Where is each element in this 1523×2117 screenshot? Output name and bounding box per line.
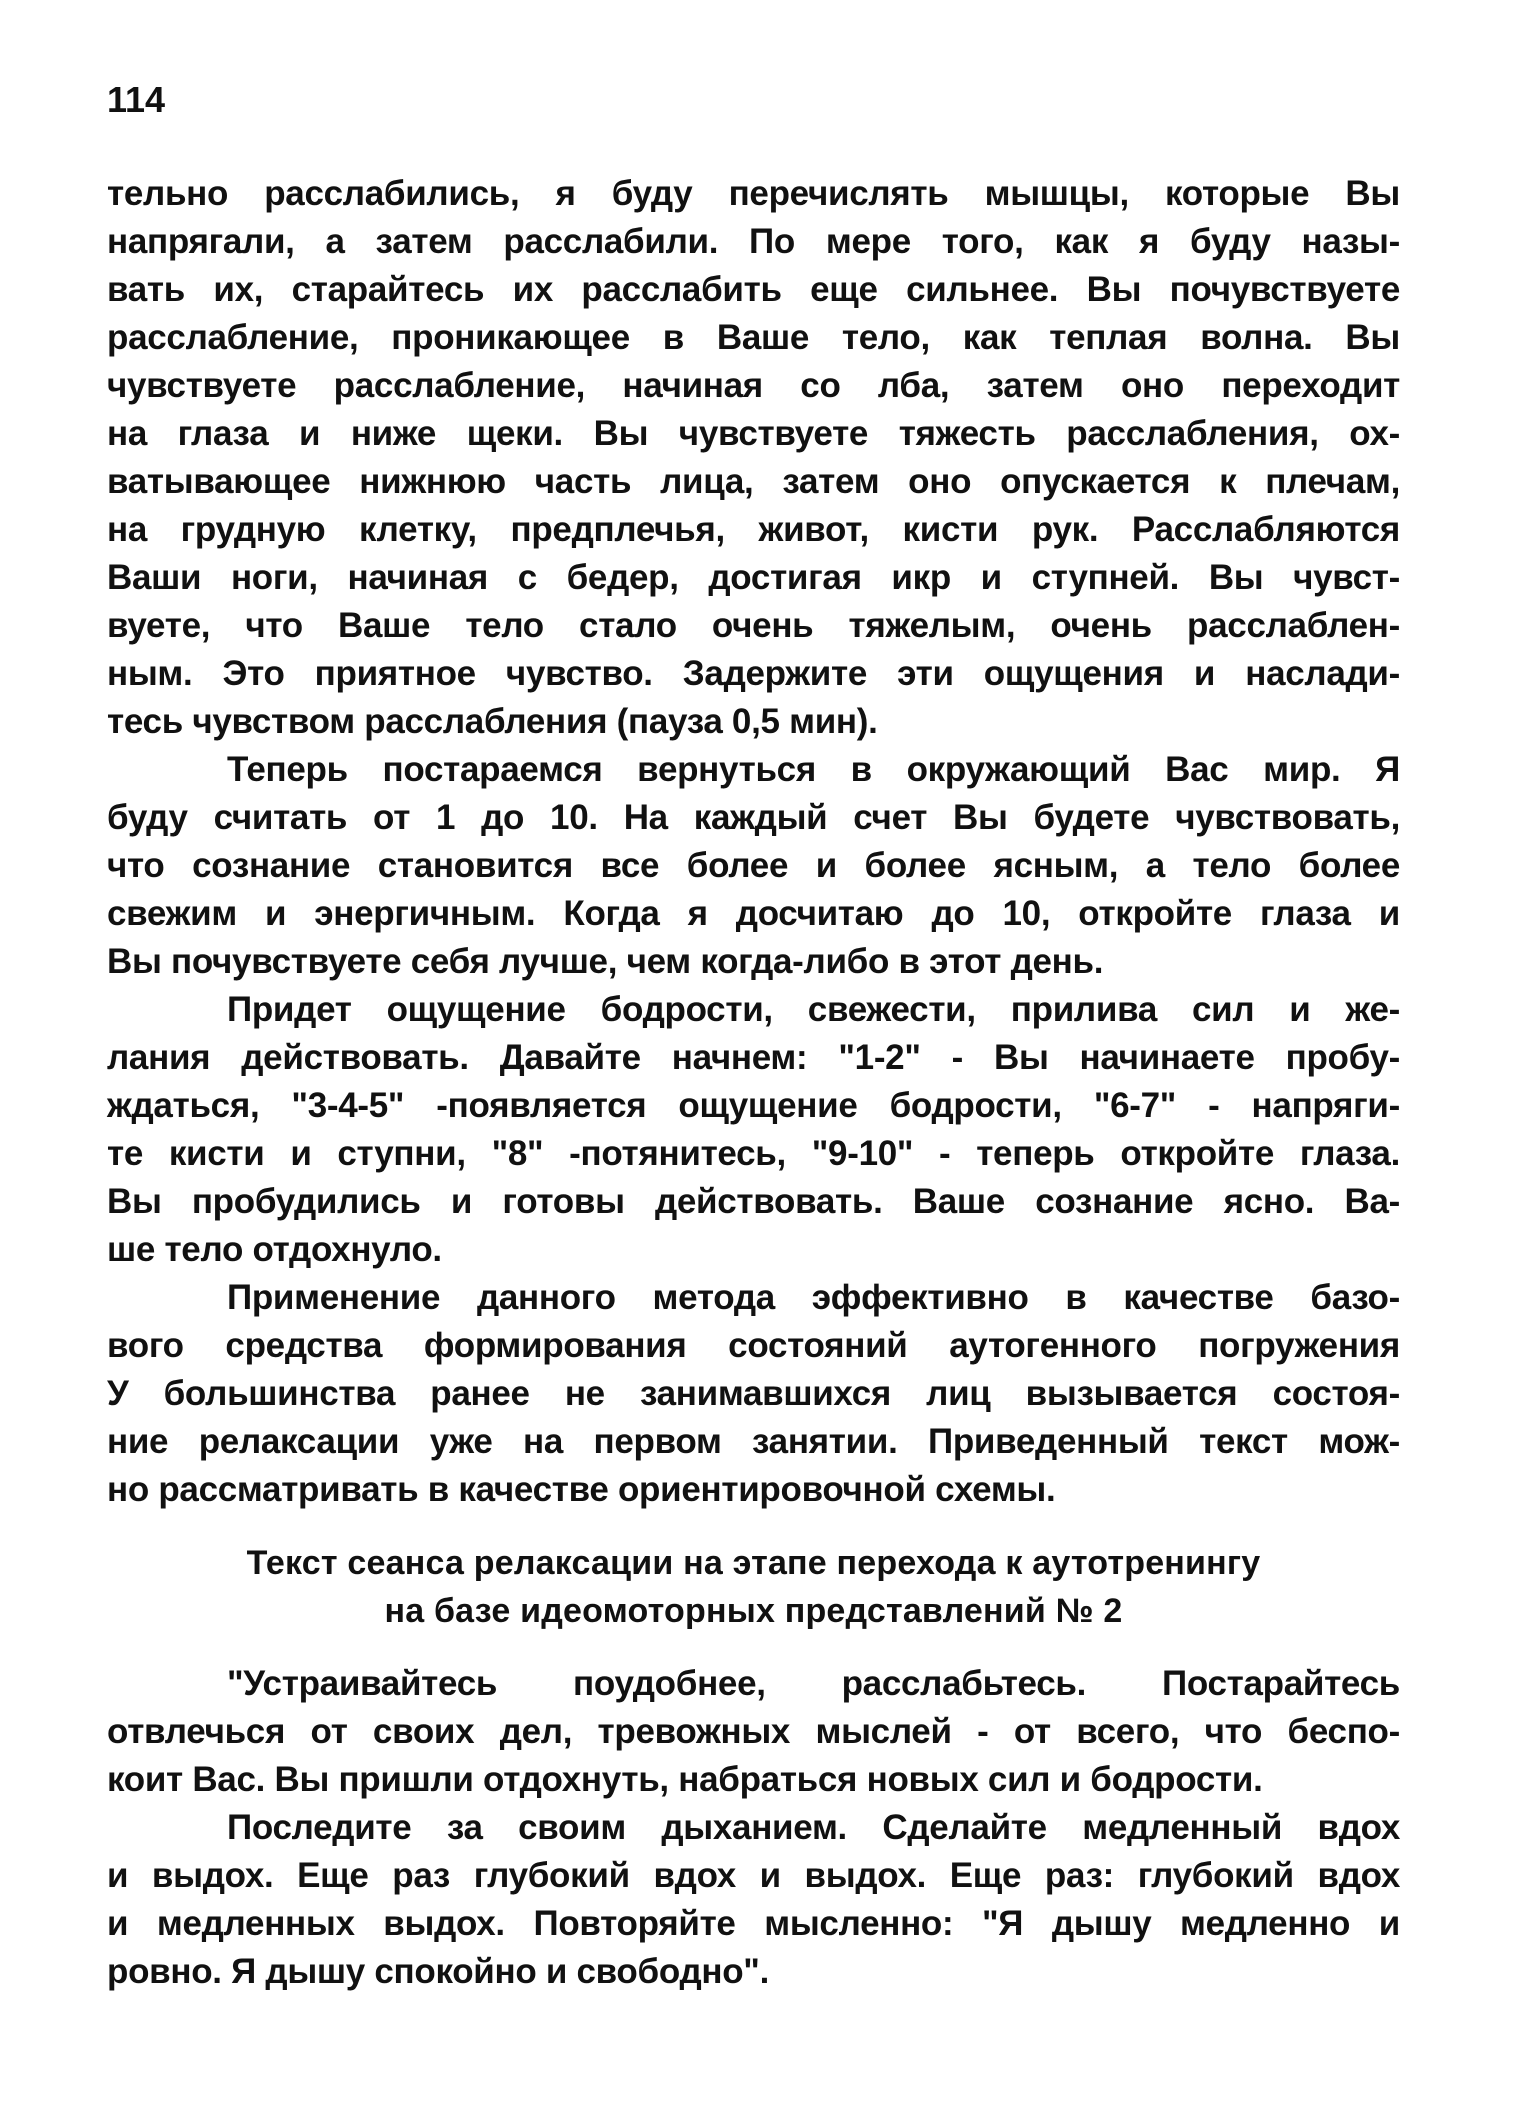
text-line: Теперь постараемся вернуться в окружающий Вас мир. Я <box>227 750 1400 789</box>
text-line: Вы пробудились и готовы действовать. Ваше сознание ясно. Ва- <box>107 1182 1400 1221</box>
text-line: расслабление, проникающее в Ваше тело, как теплая волна. Вы <box>107 318 1400 357</box>
text-line: У большинства ранее не занимавшихся лиц вызывается состоя- <box>107 1374 1400 1413</box>
text-line: Последите за своим дыханием. Сделайте медленный вдох <box>227 1808 1400 1847</box>
text-line: и выдох. Еще раз глубокий вдох и выдох. Еще раз: глубокий вдох <box>107 1856 1400 1895</box>
body-text-after-heading <box>107 1660 1400 1996</box>
text-line: вуете, что Ваше тело стало очень тяжелым, очень расслаблен- <box>107 606 1400 645</box>
paragraph <box>107 746 1400 986</box>
text-line: Вы почувствуете себя лучше, чем когда-либо в этот день. <box>107 942 1104 981</box>
section-heading <box>107 1539 1400 1635</box>
paragraph <box>107 1660 1400 1804</box>
text-line: буду считать от 1 до 10. На каждый счет Вы будете чувствовать, <box>107 798 1400 837</box>
text-line: напрягали, а затем расслабили. По мере того, как я буду назы- <box>107 222 1400 261</box>
text-line: ровно. Я дышу спокойно и свободно". <box>107 1952 770 1991</box>
text-line: "Устраивайтесь поудобнее, расслабьтесь. Постарайтесь <box>227 1664 1400 1703</box>
text-line: ным. Это приятное чувство. Задержите эти ощущения и наслади- <box>107 654 1400 693</box>
text-line: тесь чувством расслабления (пауза 0,5 мин). <box>107 702 878 741</box>
text-line: коит Вас. Вы пришли отдохнуть, набраться новых сил и бодрости. <box>107 1760 1263 1799</box>
text-line: но рассматривать в качестве ориентировочной схемы. <box>107 1470 1056 1509</box>
text-line: тельно расслабились, я буду перечислять мышцы, которые Вы <box>107 174 1400 213</box>
text-line: вать их, старайтесь их расслабить еще сильнее. Вы почувствуете <box>107 270 1400 309</box>
text-line: ватывающее нижнюю часть лица, затем оно опускается к плечам, <box>107 462 1400 501</box>
page-number: 114 <box>107 79 166 120</box>
text-line: вого средства формирования состояний аутогенного погружения <box>107 1326 1400 1365</box>
text-line: ждаться, "3-4-5" -появляется ощущение бодрости, "6-7" - напряги- <box>107 1086 1400 1125</box>
paragraph <box>107 986 1400 1274</box>
text-line: свежим и энергичным. Когда я досчитаю до 10, откройте глаза и <box>107 894 1400 933</box>
text-line: и медленных выдох. Повторяйте мысленно: "Я дышу медленно и <box>107 1904 1400 1943</box>
heading-line: на базе идеомоторных представлений № 2 <box>384 1592 1123 1630</box>
text-line: Придет ощущение бодрости, свежести, прилива сил и же- <box>227 990 1400 1029</box>
text-line: ние релаксации уже на первом занятии. Приведенный текст мож- <box>107 1422 1400 1461</box>
paragraph <box>107 1274 1400 1514</box>
paragraph <box>107 170 1400 746</box>
heading-line: Текст сеанса релаксации на этапе перехода к аутотренингу <box>246 1544 1261 1582</box>
text-line: Ваши ноги, начиная с бедер, достигая икр и ступней. Вы чувст- <box>107 558 1400 597</box>
text-line: что сознание становится все более и более ясным, а тело более <box>107 846 1400 885</box>
page-body <box>107 170 1400 1996</box>
text-line: чувствуете расслабление, начиная со лба, затем оно переходит <box>107 366 1400 405</box>
paragraph <box>107 1804 1400 1996</box>
body-text-before-heading <box>107 170 1400 1514</box>
text-line: Применение данного метода эффективно в качестве базо- <box>227 1278 1400 1317</box>
text-line: лания действовать. Давайте начнем: "1-2" - Вы начинаете пробу- <box>107 1038 1400 1077</box>
text-line: на глаза и ниже щеки. Вы чувствуете тяжесть расслабления, ох- <box>107 414 1400 453</box>
text-line: ше тело отдохнуло. <box>107 1230 442 1269</box>
text-line: на грудную клетку, предплечья, живот, кисти рук. Расслабляются <box>107 510 1400 549</box>
text-line: отвлечься от своих дел, тревожных мыслей - от всего, что беспо- <box>107 1712 1400 1751</box>
text-line: те кисти и ступни, "8" -потянитесь, "9-10" - теперь откройте глаза. <box>107 1134 1400 1173</box>
